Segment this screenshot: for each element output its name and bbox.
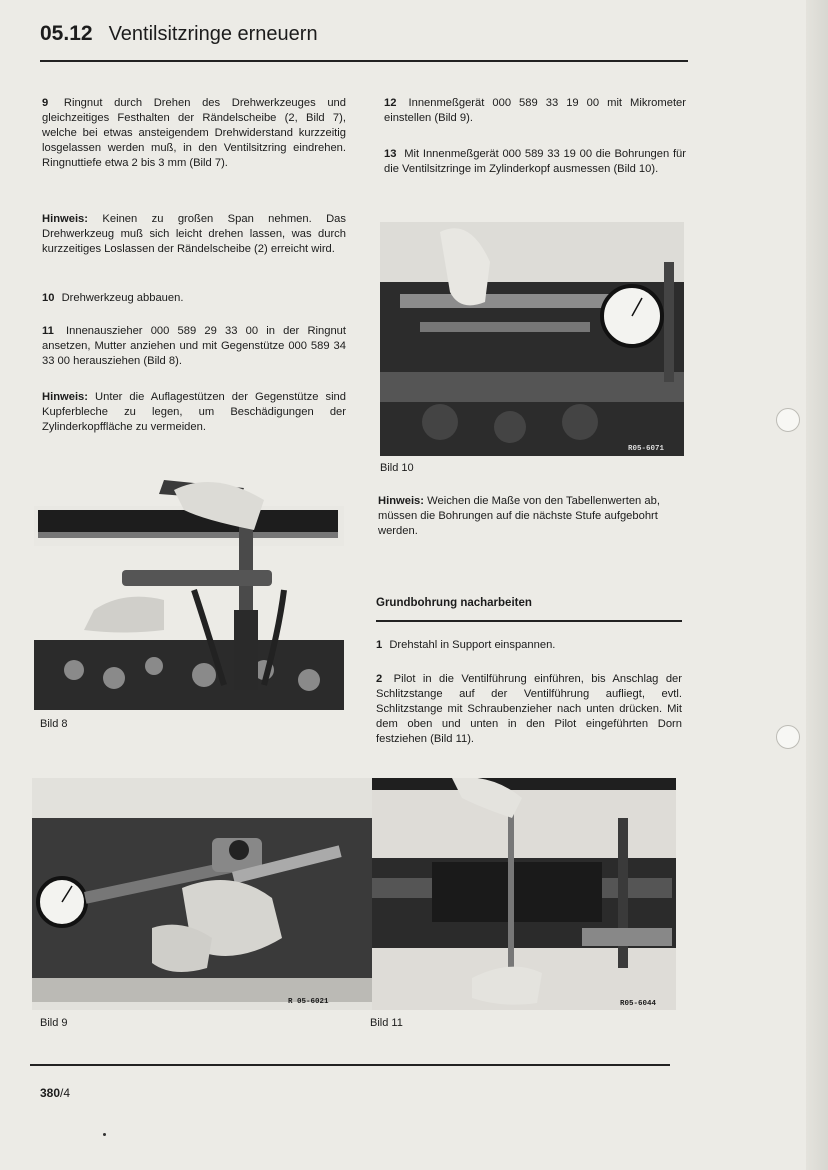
page-title: Ventilsitzringe erneuern (108, 23, 318, 45)
step-13 (384, 147, 686, 177)
header-rule (40, 60, 688, 62)
figure-8-caption: Bild 8 (40, 718, 68, 730)
figure-9-photo (32, 778, 388, 1010)
section-number: 05.12 (40, 22, 93, 45)
step-number: 11 (42, 325, 54, 337)
figure-9-code: R 05-6021 (288, 998, 329, 1006)
page-number (40, 1086, 70, 1100)
figure-8-photo (34, 470, 344, 710)
step-text: Innenmeßgerät 000 589 33 19 00 mit Mikrometer einstellen (Bild 9). (384, 97, 687, 124)
step-12 (384, 96, 686, 126)
footer-rule (30, 1064, 670, 1066)
note-label: Hinweis: (42, 213, 89, 225)
figure-11-caption: Bild 11 (370, 1017, 403, 1029)
step-text: Pilot in die Ventilführung einführen, bis Anschlag der Schlitzstange auf der Ventilführung aufliegt, evtl. Schlitzstange mit Schraubenzieher nach unten drücken. Mit dem oben und unten in den Pilot eingeführten Dorn festziehen (Bild 11). (376, 673, 683, 745)
page-number-suffix: /4 (60, 1086, 71, 1100)
stray-mark (103, 1133, 106, 1136)
step-text: Ringnut durch Drehen des Drehwerkzeuges und gleichzeitiges Festhalten der Rändelscheibe (2, Bild 7), welche bei etwas ansteigendem Drehwiderstand kurzzeitig losgelassen werden muß, in den Ventilsitzring eindrehen. Ringnuttiefe etwa 2 bis 3 mm (Bild 7). (42, 97, 347, 169)
step-text: Drehstahl in Support einspannen. (389, 639, 556, 651)
figure-11-photo (372, 778, 676, 1010)
sub-step-1 (376, 638, 682, 653)
step-number: 10 (42, 292, 55, 304)
step-10 (42, 291, 346, 306)
note-text: Keinen zu großen Span nehmen. Das Drehwerkzeug muß sich leicht drehen lassen, was durch kurzzeitiges Loslassen der Rändelscheibe (2) erreicht wird. (42, 213, 346, 255)
subsection-heading: Grundbohrung nacharbeiten (376, 597, 532, 609)
punch-hole (776, 725, 800, 749)
note-2 (42, 390, 346, 435)
step-9 (42, 96, 346, 171)
step-number: 1 (376, 639, 383, 651)
figure-10-caption: Bild 10 (380, 462, 414, 474)
step-number: 12 (384, 97, 397, 109)
step-number: 2 (376, 673, 383, 685)
note-1 (42, 212, 346, 257)
page-header (40, 22, 318, 46)
step-text: Mit Innenmeßgerät 000 589 33 19 00 die Bohrungen für die Ventilsitzringe im Zylinderkopf ausmessen (Bild 10). (384, 148, 687, 175)
note-label: Hinweis: (378, 495, 425, 507)
step-number: 13 (384, 148, 397, 160)
sub-step-2 (376, 672, 682, 747)
note-text: Unter die Auflagestützen der Gegenstütze sind Kupferbleche zu legen, um Beschädigungen der Zylinderkopffläche zu vermeiden. (42, 391, 346, 433)
figure-10-photo (380, 222, 684, 456)
punch-hole (776, 408, 800, 432)
step-number: 9 (42, 97, 49, 109)
step-text: Innenauszieher 000 589 29 33 00 in der Ringnut ansetzen, Mutter anziehen und mit Gegenstütze 000 589 34 33 00 herausziehen (Bild 8). (42, 325, 347, 367)
step-text: Drehwerkzeug abbauen. (61, 292, 184, 304)
step-11 (42, 324, 346, 369)
page-edge (806, 0, 828, 1170)
note-label: Hinweis: (42, 391, 89, 403)
page-number-main: 380 (40, 1086, 61, 1100)
figure-9-caption: Bild 9 (40, 1017, 68, 1029)
subsection-rule (376, 620, 682, 622)
figure-11-code: R05-6044 (620, 1000, 657, 1008)
note-text: Weichen die Maße von den Tabellenwerten ab, müssen die Bohrungen auf die nächste Stufe aufgebohrt werden. (378, 495, 660, 537)
note-3 (378, 494, 682, 539)
figure-10-code: R05-6071 (628, 445, 665, 453)
